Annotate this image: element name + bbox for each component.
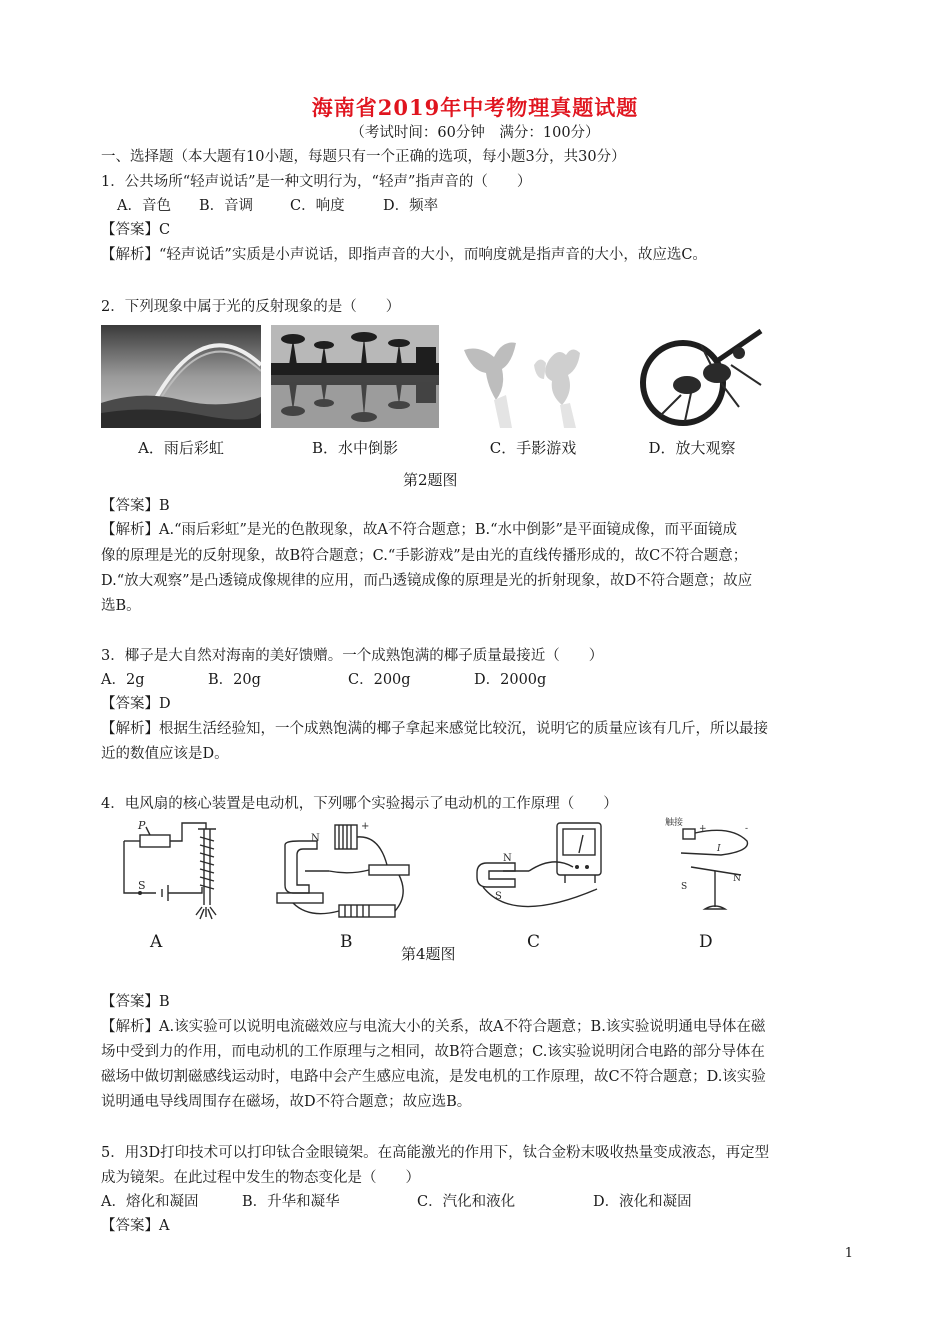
q5-option-c: C．汽化和液化 (417, 1194, 516, 1210)
svg-text:-: - (745, 824, 749, 834)
q5-option-d: D．液化和凝固 (593, 1194, 692, 1210)
q5-option-b: B．升华和凝华 (242, 1194, 340, 1210)
svg-text:I: I (717, 844, 721, 854)
svg-text:+: + (361, 821, 370, 832)
q2-caption-b: B．水中倒影 (311, 439, 399, 457)
generator-principle-diagram (473, 815, 623, 925)
svg-text:S: S (681, 882, 688, 892)
q2-caption-a: A．雨后彩虹 (138, 439, 224, 457)
q4-analysis-line-1: 【解析】A.该实验可以说明电流磁效应与电流大小的关系，故A不符合题意；B.该实验说明通电导体在磁 (101, 1019, 766, 1035)
q5-answer: 【答案】A (101, 1218, 170, 1234)
q1-option-d: D．频率 (383, 198, 439, 214)
svg-text:S: S (495, 891, 502, 902)
exam-info: （考试时间：60分钟 满分：100分） (350, 125, 600, 141)
q4-figure-title: 第4题图 (401, 945, 456, 963)
q4-letter-d: D (699, 932, 713, 952)
q2-figure-title: 第2题图 (403, 471, 458, 489)
q1-option-b: B．音调 (199, 198, 254, 214)
q3-option-d: D．2000g (474, 672, 547, 688)
q1-stem: 1．公共场所“轻声说话”是一种文明行为，“轻声”指声音的（ ） (101, 174, 532, 190)
electromagnet-diagram (116, 815, 226, 920)
q4-figure (101, 815, 781, 975)
hand-shadow-photo (454, 325, 609, 428)
svg-text:N: N (733, 874, 741, 884)
page-number: 1 (844, 1246, 853, 1261)
q5-option-a: A．熔化和凝固 (101, 1194, 199, 1210)
q1-option-c: C．响度 (290, 198, 345, 214)
q2-analysis-line-1: 【解析】A.“雨后彩虹”是光的色散现象，故A不符合题意；B.“水中倒影”是平面镜成像，而平面镜成 (101, 522, 737, 538)
rainbow-photo (101, 325, 261, 428)
q3-answer: 【答案】D (101, 696, 171, 712)
q2-caption-c: C．手影游戏 (489, 439, 577, 457)
motor-principle-diagram (269, 815, 419, 925)
oersted-diagram (661, 815, 771, 925)
svg-text:S: S (138, 879, 146, 892)
q2-analysis-line-2: 像的原理是光的反射现象，故B符合题意；C.“手影游戏”是由光的直线传播形成的，故C不符合题意； (101, 548, 748, 564)
q2-answer: 【答案】B (101, 498, 170, 514)
q4-analysis-line-4: 说明通电导线周围存在磁场，故D不符合题意；故应选B。 (101, 1094, 472, 1110)
page-title: 海南省2019年中考物理真题试题 (311, 95, 639, 120)
q3-stem: 3．椰子是大自然对海南的美好馈赠。一个成熟饱满的椰子质量最接近（ ） (101, 648, 604, 664)
q3-analysis-line-2: 近的数值应该是D。 (101, 746, 229, 762)
q2-analysis-line-4: 选B。 (101, 598, 141, 614)
q2-caption-d: D．放大观察 (648, 439, 736, 457)
section-heading: 一、选择题（本大题有10小题，每题只有一个正确的选项，每小题3分，共30分） (101, 149, 626, 165)
svg-text:P: P (138, 819, 146, 832)
q2-stem: 2．下列现象中属于光的反射现象的是（ ） (101, 299, 401, 315)
q3-analysis-line-1: 【解析】根据生活经验知，一个成熟饱满的椰子拿起来感觉比较沉，说明它的质量应该有几斤，所以最接 (101, 721, 768, 737)
reflection-photo (271, 325, 439, 428)
q3-option-b: B．20g (208, 672, 261, 688)
q4-analysis-line-3: 磁场中做切割磁感线运动时，电路中会产生感应电流，是发电机的工作原理，故C不符合题意；D.该实验 (101, 1069, 766, 1085)
q4-letter-c: C (527, 932, 541, 952)
q3-option-c: C．200g (348, 672, 411, 688)
q4-analysis-line-2: 场中受到力的作用，而电动机的工作原理与之相同，故B符合题意；C.该实验说明闭合电路的部分导体在 (101, 1044, 765, 1060)
q4-letter-b: B (340, 932, 353, 952)
svg-text:N: N (503, 853, 512, 864)
q1-answer: 【答案】C (101, 222, 171, 238)
svg-text:+: + (699, 824, 707, 834)
q5-stem-line-2: 成为镜架。在此过程中发生的物态变化是（ ） (101, 1170, 420, 1186)
q1-option-a: A．音色 (117, 198, 171, 214)
q2-figure (101, 325, 771, 495)
q3-option-a: A．2g (101, 672, 145, 688)
svg-text:N: N (311, 833, 320, 844)
q4-stem: 4．电风扇的核心装置是电动机，下列哪个实验揭示了电动机的工作原理（ ） (101, 796, 618, 812)
q1-analysis: 【解析】“轻声说话”实质是小声说话，即指声音的大小，而响度就是指声音的大小，故应选C。 (101, 247, 707, 263)
q4-answer: 【答案】B (101, 994, 170, 1010)
q4-letter-a: A (150, 932, 163, 952)
q2-analysis-line-3: D.“放大观察”是凸透镜成像规律的应用，而凸透镜成像的原理是光的折射现象，故D不符合题意；故应 (101, 573, 753, 589)
magnifier-photo (621, 325, 771, 428)
q5-stem-line-1: 5．用3D打印技术可以打印钛合金眼镜架。在高能激光的作用下，钛合金粉末吸收热量变成液态，再定型 (101, 1145, 770, 1161)
svg-text:触接: 触接 (665, 818, 684, 828)
